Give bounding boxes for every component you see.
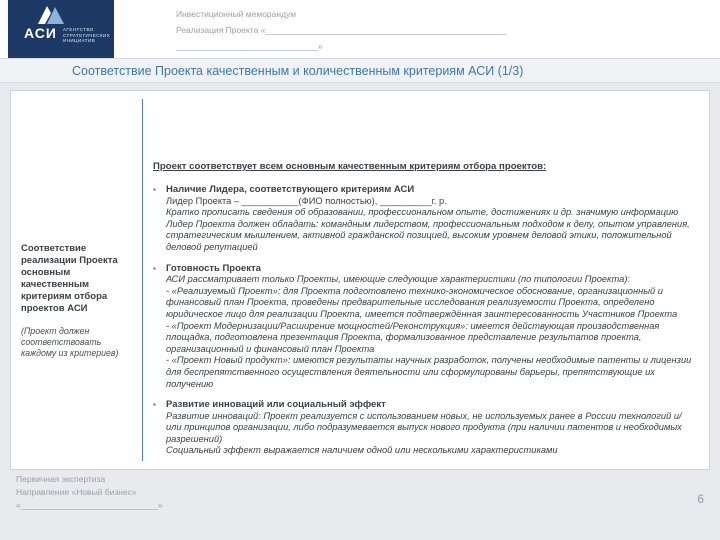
- header-bar: [0, 0, 720, 59]
- bullet-item-leader: [153, 184, 697, 254]
- intro-heading: Проект соответствует всем основным качественным критериям отбора проектов:: [153, 161, 547, 172]
- bullet-title: ▪ Развитие инноваций или социальный эффект: [166, 399, 386, 411]
- bullet-fill-line: Лидер Проекта – ___________(ФИО полностью), __________г. р.: [166, 195, 447, 206]
- asi-acronym: АСИ: [24, 25, 57, 41]
- asi-org-name: АГЕНТСТВО СТРАТЕГИЧЕСКИХ ИНИЦИАТИВ: [62, 27, 111, 44]
- header-doc-info: [176, 6, 506, 54]
- footer-expertise: Первичная экспертиза: [16, 474, 106, 484]
- footer-direction: Направление «Новый бизнес»: [16, 487, 137, 497]
- project-name-line2: ______________________________»: [176, 41, 323, 51]
- asi-logo: [8, 0, 114, 58]
- footer-block: [16, 473, 163, 512]
- asi-logo-text: [24, 26, 111, 44]
- bullet-title: ▪ Готовность Проекта: [166, 262, 261, 274]
- page-number: 6: [697, 492, 704, 506]
- bullet-body2: Социальный эффект выражается наличием одной или несколькими характеристиками: [166, 445, 558, 456]
- vertical-divider: [142, 99, 143, 461]
- criteria-sidebar: [21, 243, 135, 359]
- bullet-title: ▪ Наличие Лидера, соответствующего критериям АСИ: [166, 184, 415, 195]
- sidebar-heading: Соответствие реализации Проекта основным качественным критериям отбора проектов АСИ: [21, 243, 118, 314]
- title-strip: [0, 59, 720, 83]
- bullet-lead: АСИ рассматривает только Проекты, имеющие следующие характеристики (по типологии Проекта):: [166, 274, 631, 285]
- bullet-item-readiness: [153, 263, 697, 391]
- bullet-subitem: - «Проект Модернизации/Расширение мощностей/Реконструкция»: имеется действующая производственная площадка, подготовлена презентация Проекта, формализованное представление результатов проекта, организационный и финансовый план Проекта: [166, 320, 660, 354]
- bullet-body: Развитие инноваций: Проект реализуется с использованием новых, не используемых ранее в России технологий и/или принципов организации, либо подразумевается выпуск нового продукта (при наличии патентов и необходимых разрешений): [166, 410, 682, 444]
- doc-type-label: Инвестиционный меморандум: [176, 9, 297, 19]
- sidebar-note: (Проект должен соответствовать каждому из критериев): [21, 326, 119, 358]
- criteria-content: [153, 161, 697, 466]
- bullet-subitem: - «Реализуемый Проект»: для Проекта подготовлено технико-экономическое обоснование, организационный и финансовый план Проекта, проведены предварительные исследования реализуемости Проекта, определено юридическое лицо для реализации Проекта, имеется подтверждённая заинтересованность Участников Проекта: [166, 285, 678, 319]
- bullet-body: Кратко прописать сведения об образовании, профессиональном опыте, достижениях и др. значимую информацию Лидер Проекта должен обладать: командным лидерством, профессиональным подходом к делу, опытом управления, стратегическим мышлением, активной гражданской позицией, высоким уровнем деловой этики, положительной деловой репутацией: [166, 207, 690, 252]
- bullet-subitem: - «Проект Новый продукт»: имеются результаты научных разработок, получены необходимые патенты и лицензии для беспрепятственного осуществления деятельности или сформулированы барьеры, препятствующие их получению: [166, 355, 692, 389]
- page-title: Соответствие Проекта качественным и количественным критериям АСИ (1/3): [72, 63, 524, 78]
- bullet-item-innovation: [153, 399, 697, 457]
- content-panel: [10, 90, 710, 470]
- project-name-line1: Реализация Проекта «___________________________________________________: [176, 25, 507, 35]
- footer-blank-line: «_____________________________»: [16, 500, 163, 510]
